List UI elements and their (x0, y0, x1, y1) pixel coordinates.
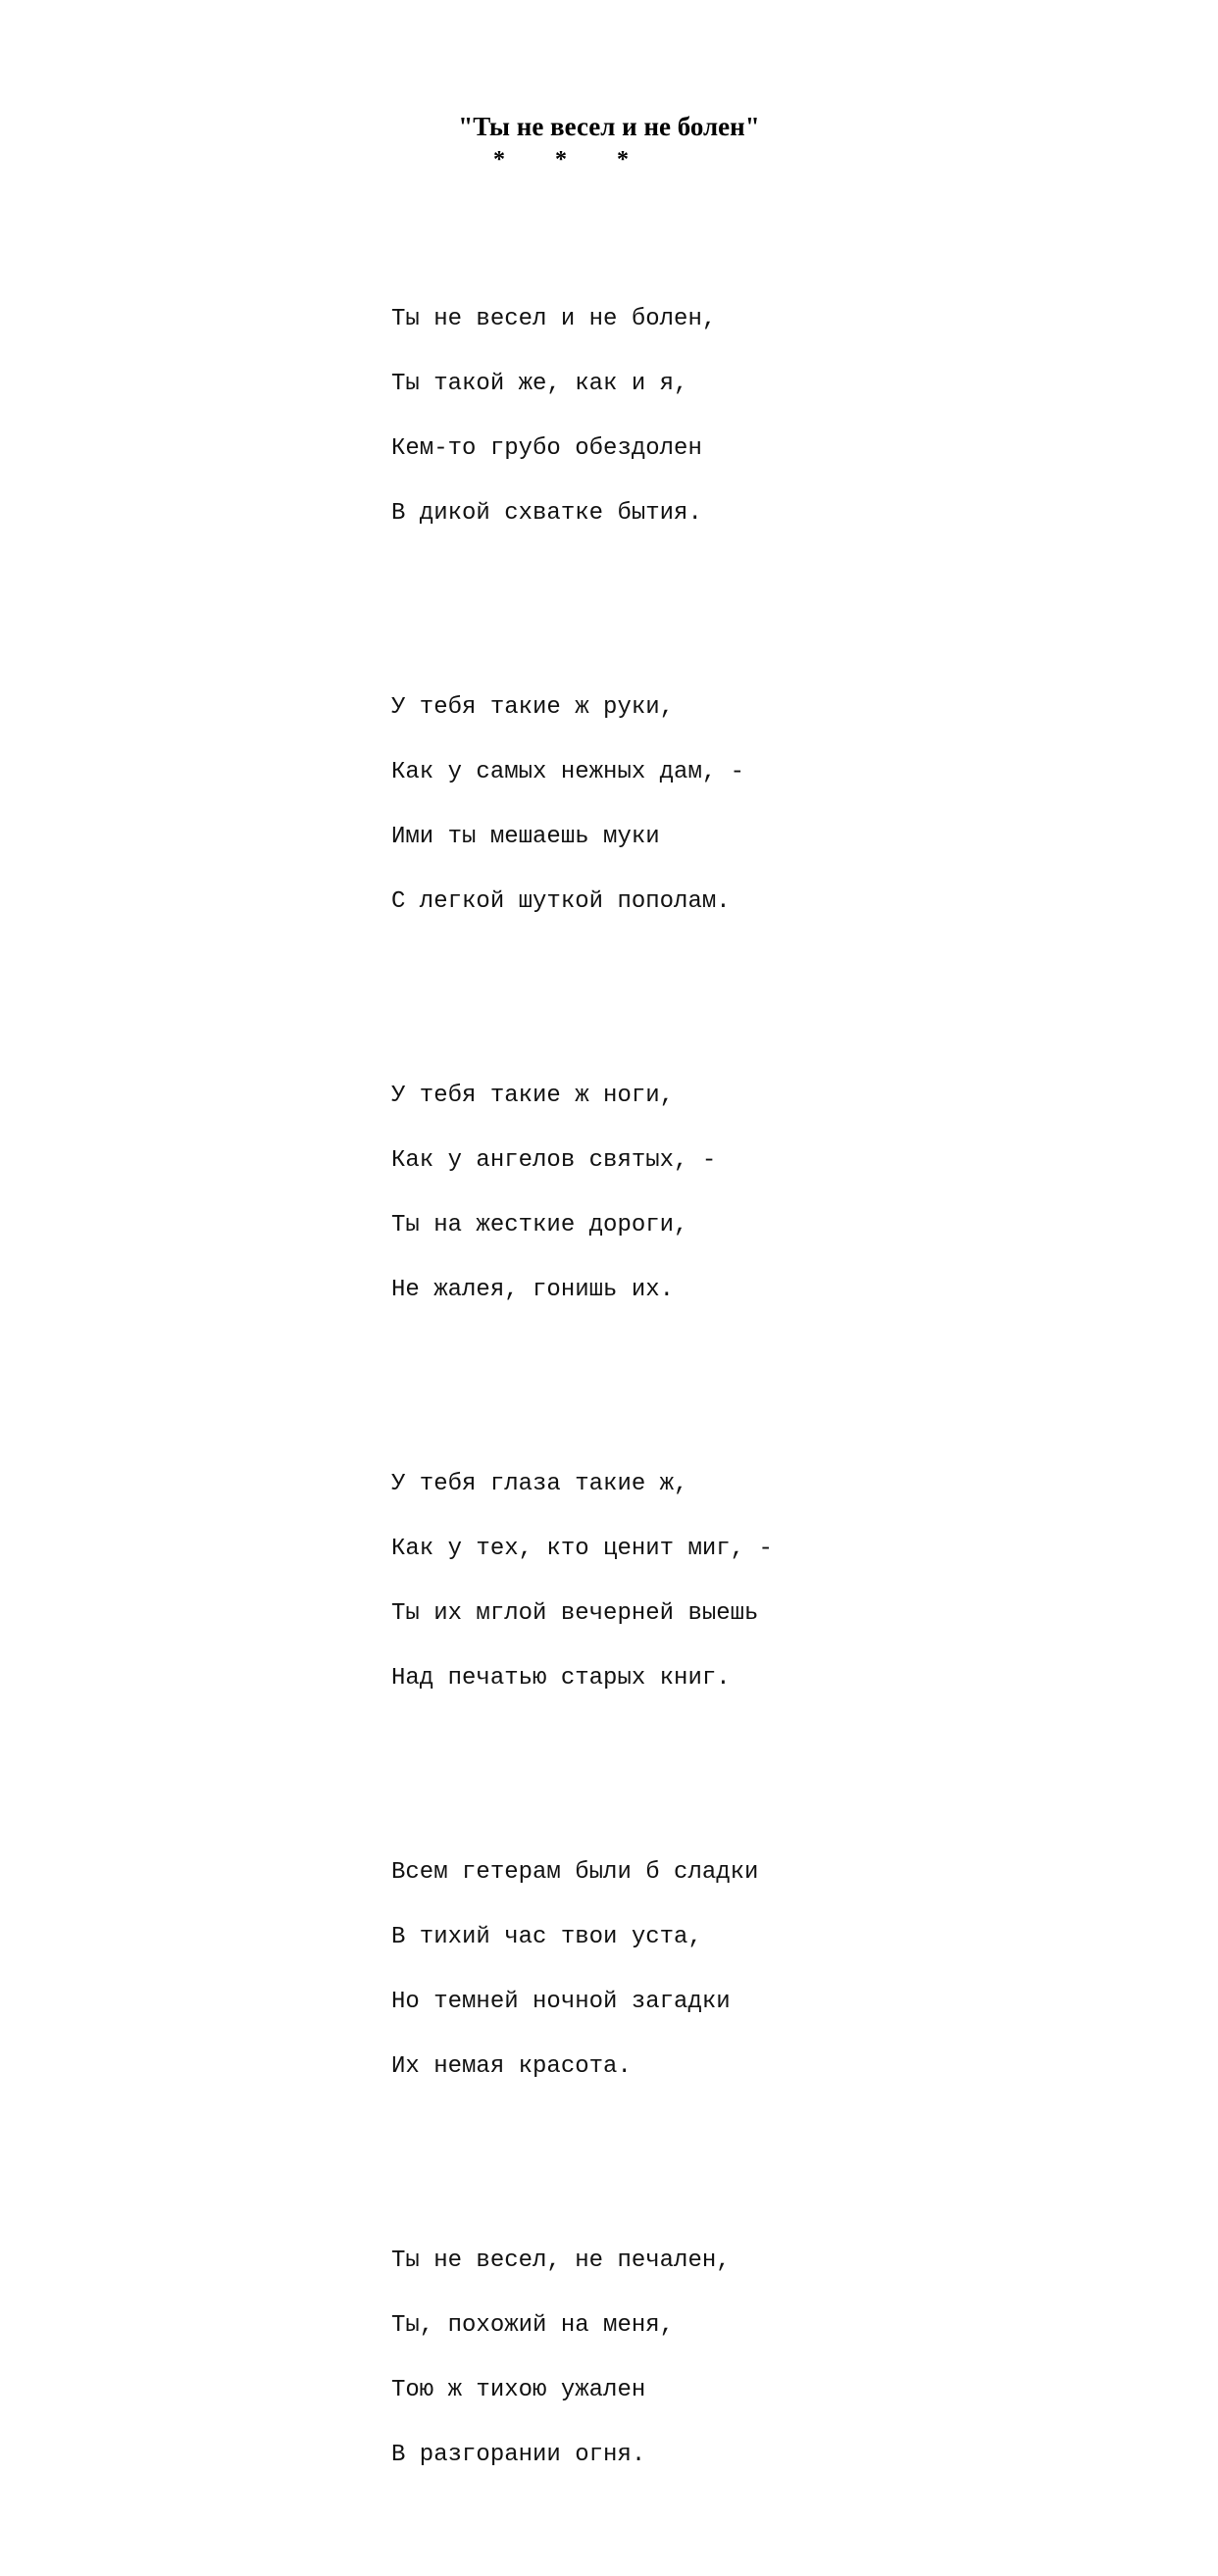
poem-line: Как у самых нежных дам, - (391, 759, 745, 785)
page-title: "Ты не весел и не болен" (458, 112, 760, 142)
poem-line: Кем-то грубо обездолен (391, 435, 702, 462)
poem-stanza-3 (391, 1042, 773, 1344)
poem-line: У тебя такие ж руки, (391, 694, 675, 721)
poem-line: Не жалея, гонишь их. (391, 1277, 675, 1303)
poem-line: Ими ты мешаешь муки (391, 824, 660, 850)
poem-stanza-1 (391, 266, 773, 568)
poem-line: Ты на жесткие дороги, (391, 1212, 688, 1238)
poem-line: Как у ангелов святых, - (391, 1147, 717, 1174)
poem-line: В тихий час твои уста, (391, 1924, 702, 1950)
poem-line: Ты не весел, не печален, (391, 2248, 731, 2274)
poem-body (391, 201, 773, 2574)
poem-line: Ты такой же, как и я, (391, 371, 688, 397)
poem-stanza-6 (391, 2207, 773, 2509)
poem-line: С легкой шуткой пополам. (391, 888, 731, 915)
poem-line: Но темней ночной загадки (391, 1989, 731, 2015)
poem-stanza-4 (391, 1431, 773, 1733)
poem-stanza-5 (391, 1819, 773, 2121)
poem-line: Ты, похожий на меня, (391, 2312, 675, 2339)
stars-divider: * * * (493, 147, 641, 173)
poem-stanza-2 (391, 654, 773, 956)
poem-line: Над печатью старых книг. (391, 1665, 731, 1692)
poem-line: Их немая красота. (391, 2053, 632, 2080)
poem-line: В дикой схватке бытия. (391, 500, 702, 527)
poem-line: Тою ж тихою ужален (391, 2377, 646, 2403)
poem-line: Ты их мглой вечерней выешь (391, 1600, 759, 1627)
poem-line: Ты не весел и не болен, (391, 306, 717, 332)
poem-line: У тебя такие ж ноги, (391, 1083, 675, 1109)
poem-line: Как у тех, кто ценит миг, - (391, 1536, 773, 1562)
poem-line: У тебя глаза такие ж, (391, 1471, 688, 1497)
poem-line: Всем гетерам были б сладки (391, 1859, 759, 1886)
poem-line: В разгорании огня. (391, 2442, 646, 2468)
